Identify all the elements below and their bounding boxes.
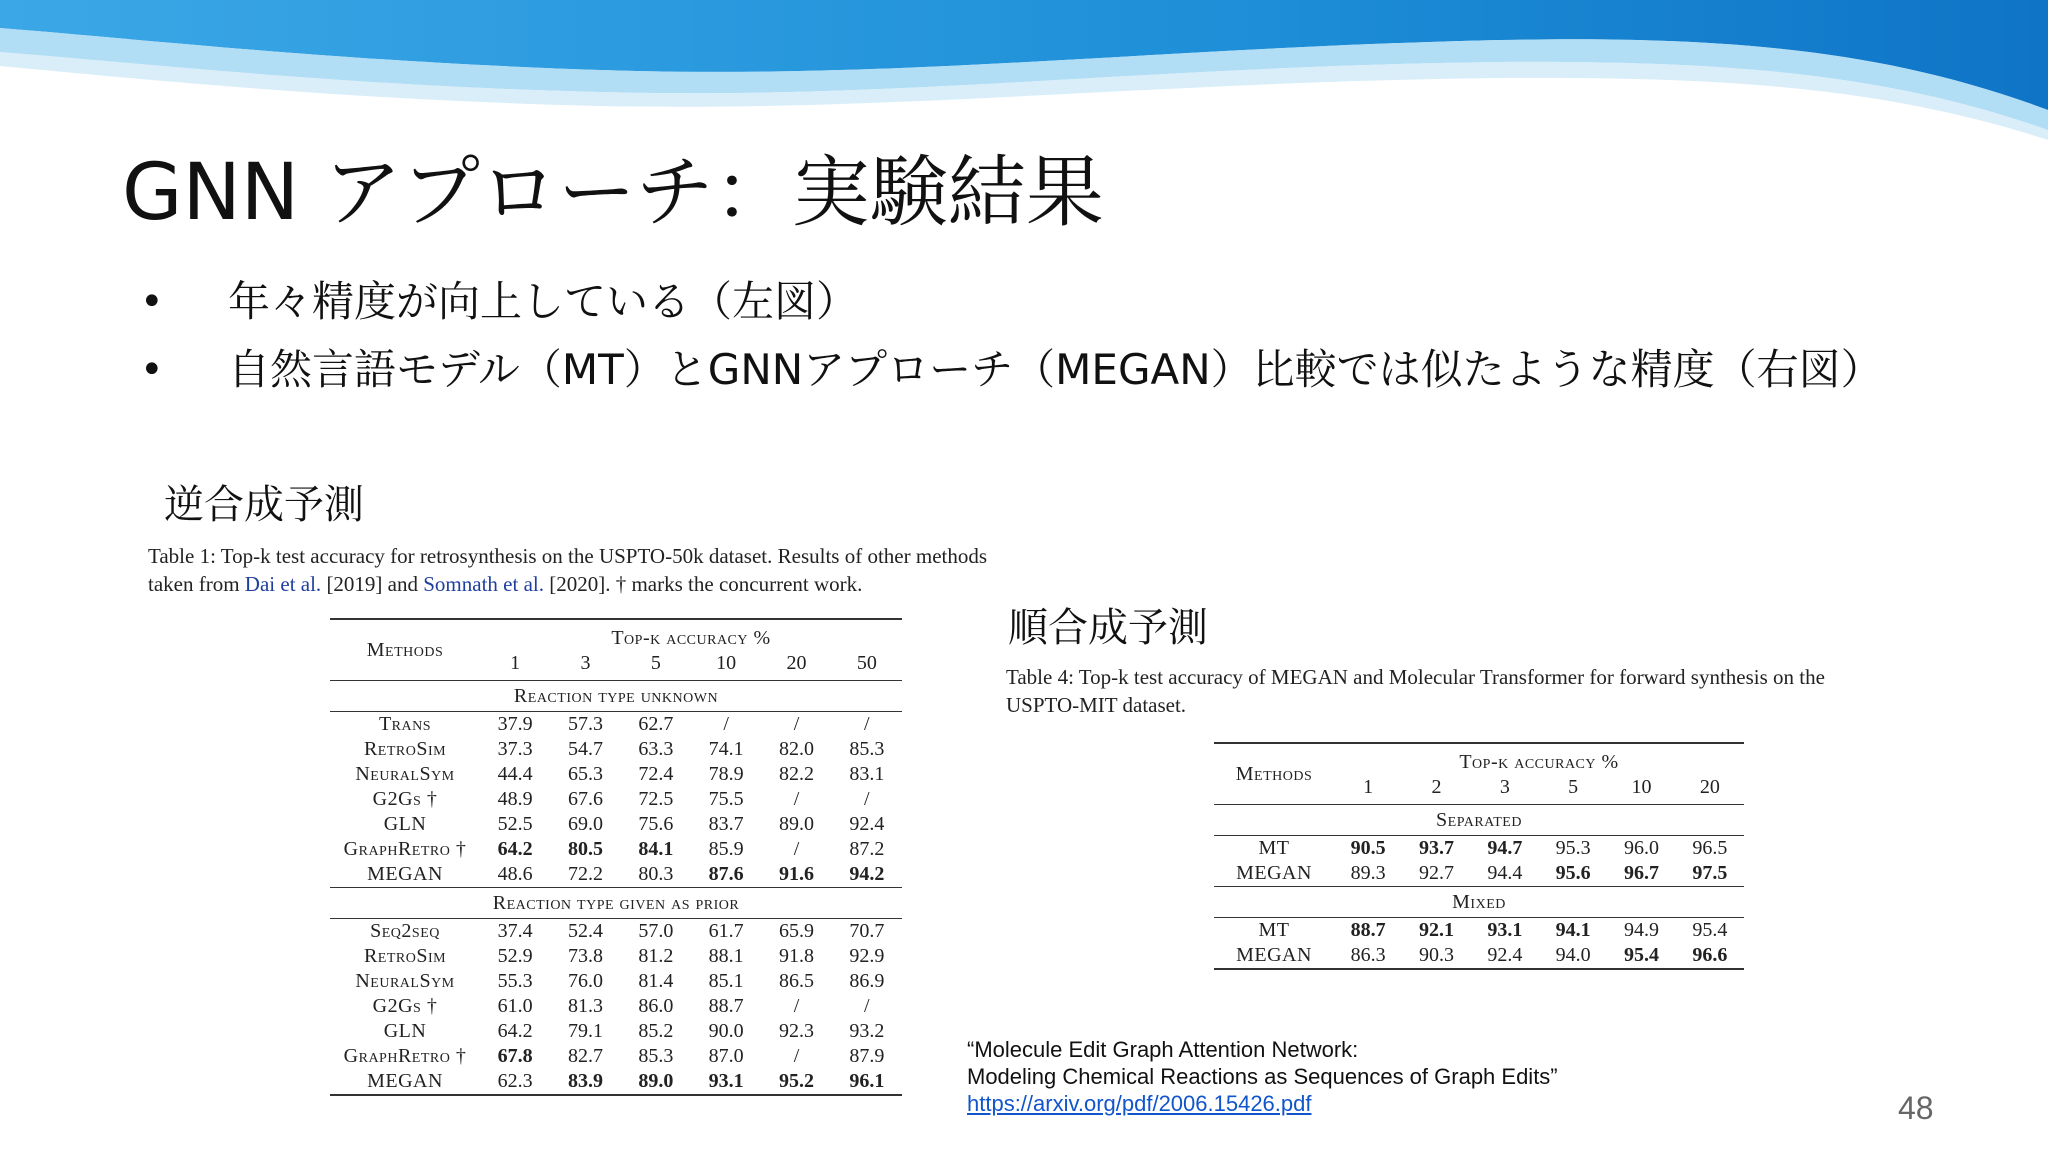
accuracy-cell: 65.9 [761,919,831,945]
table-row [330,1044,902,1069]
accuracy-cell: 94.7 [1471,836,1539,862]
accuracy-cell: 52.9 [497,945,533,967]
k-value-header: 5 [650,652,661,674]
accuracy-cell: / [864,995,870,1017]
bullet-text: 自然言語モデル（MT）とGNNアプローチ（MEGAN）比較では似たような精度（右図） [228,345,1883,394]
slide-title: GNN アプローチ：実験結果 [122,148,1104,238]
accuracy-cell: 88.7 [708,995,744,1017]
group-header-row [1214,805,1744,836]
accuracy-cell: 97.5 [1692,862,1728,884]
table-row [330,1019,902,1044]
accuracy-cell: 82.2 [778,763,814,785]
accuracy-cell: 37.9 [480,712,550,738]
table-header-row [1214,743,1744,775]
k-value-header: 20 [786,652,807,674]
accuracy-cell: 95.4 [1607,943,1675,969]
method-name-cell: RetroSim [363,945,447,967]
accuracy-cell: 92.7 [1418,862,1454,884]
accuracy-cell: 92.4 [849,813,885,835]
forward-synthesis-results-table [1214,742,1744,970]
accuracy-cell: 81.2 [638,945,674,967]
header-wave-decoration [0,0,2048,150]
accuracy-cell: 67.6 [567,788,603,810]
accuracy-cell: / [761,712,831,738]
accuracy-cell: 61.7 [691,919,761,945]
table1-caption-line1: Table 1: Top-k test accuracy for retrosynthesis on the USPTO-50k dataset. Results of other methods [148,544,988,568]
k-value-header: 1 [1363,776,1374,798]
table-row [1214,918,1744,944]
group-label: Mixed [1214,887,1744,918]
accuracy-cell: 82.0 [778,738,814,760]
accuracy-cell: 93.2 [849,1020,885,1042]
accuracy-cell: / [793,788,800,810]
accuracy-cell: 88.1 [708,945,744,967]
group-label: Reaction type unknown [330,681,902,712]
accuracy-cell: 93.7 [1402,836,1470,862]
accuracy-cell: 85.9 [708,838,744,860]
caption-text: [2019] and [321,572,424,596]
accuracy-cell: 76.0 [567,970,603,992]
k-value-header: 10 [1631,776,1652,798]
accuracy-cell: 85.2 [638,1020,674,1042]
accuracy-cell: 70.7 [832,919,902,945]
accuracy-cell: 64.2 [497,1020,533,1042]
method-name-cell: MT [1214,918,1334,944]
k-value-header: 20 [1699,776,1720,798]
table-row [330,837,902,862]
accuracy-cell: / [864,788,870,810]
table4-caption [1006,663,1966,719]
accuracy-cell: 74.1 [708,738,744,760]
paper-url-link[interactable]: https://arxiv.org/pdf/2006.15426.pdf [967,1091,1312,1116]
caption-text: taken from [148,572,245,596]
method-name-cell: NeuralSym [355,970,455,992]
accuracy-cell: 95.3 [1539,836,1607,862]
accuracy-cell: 89.3 [1350,862,1386,884]
accuracy-cell: 75.5 [708,788,744,810]
retrosynthesis-label: 逆合成予測 [164,482,364,528]
accuracy-cell: 96.1 [832,1069,902,1095]
page-number: 48 [1898,1090,1934,1126]
table4-caption-line2: USPTO-MIT dataset. [1006,693,1187,717]
group-header-row [1214,887,1744,918]
table-row [330,969,902,994]
accuracy-cell: 86.5 [778,970,814,992]
accuracy-cell: 90.0 [708,1020,744,1042]
accuracy-cell: 93.1 [691,1069,761,1095]
accuracy-cell: 85.1 [708,970,744,992]
accuracy-cell: 81.3 [567,995,603,1017]
accuracy-cell: / [793,838,800,860]
bullet-item [140,336,2040,404]
reference-title-line1: “Molecule Edit Graph Attention Network: [967,1037,1359,1062]
accuracy-cell: / [691,712,761,738]
topk-accuracy-header: Top-k accuracy % [1334,743,1744,775]
bullet-dot-icon: • [140,279,164,325]
accuracy-cell: 52.4 [550,919,620,945]
accuracy-cell: 90.5 [1334,836,1402,862]
methods-header: Methods [1214,743,1334,805]
method-name-cell: MT [1214,836,1334,862]
accuracy-cell: 95.2 [761,1069,831,1095]
table-row [330,787,902,812]
bullet-item [140,268,2040,336]
accuracy-cell: 54.7 [567,738,603,760]
group-label: Reaction type given as prior [330,888,902,919]
k-value-header: 1 [510,652,521,674]
accuracy-cell: 91.6 [778,863,814,885]
accuracy-cell: 62.7 [621,712,691,738]
table-row [330,919,902,945]
accuracy-cell: 88.7 [1334,918,1402,944]
bullet-dot-icon: • [140,347,164,393]
accuracy-cell: 87.2 [849,838,885,860]
k-value-header: 3 [1499,776,1510,798]
accuracy-cell: 95.4 [1676,918,1744,944]
bullet-list [140,268,2040,404]
accuracy-cell: 96.7 [1623,862,1659,884]
accuracy-cell: 72.5 [638,788,674,810]
k-value-header: 2 [1431,776,1442,798]
table-row [1214,836,1744,862]
table-row [330,862,902,888]
table-row [330,737,902,762]
k-value-header: 5 [1568,776,1579,798]
table-row [330,762,902,787]
accuracy-cell: 92.4 [1471,943,1539,969]
accuracy-cell: 89.0 [621,1069,691,1095]
accuracy-cell: 86.9 [849,970,885,992]
accuracy-cell: 63.3 [638,738,674,760]
accuracy-cell: 85.3 [638,1045,674,1067]
accuracy-cell: / [832,712,902,738]
k-value-header: 10 [716,652,737,674]
group-header-row [330,888,902,919]
accuracy-cell: 89.0 [778,813,814,835]
accuracy-cell: 87.0 [708,1045,744,1067]
method-name-cell: GLN [383,813,427,835]
accuracy-cell: 81.4 [638,970,674,992]
method-name-cell: MEGAN [1236,862,1312,884]
method-name-cell: Seq2seq [330,919,480,945]
citation-link-dai[interactable]: Dai et al. [244,572,322,596]
accuracy-cell: 61.0 [497,995,533,1017]
table-row [330,712,902,738]
accuracy-cell: / [793,1045,800,1067]
accuracy-cell: 86.3 [1334,943,1402,969]
table1-caption-line2 [148,570,1108,598]
accuracy-cell: 67.8 [497,1045,533,1067]
accuracy-cell: 37.3 [497,738,533,760]
forward-synthesis-label: 順合成予測 [1008,605,1208,651]
accuracy-cell: 96.6 [1676,943,1744,969]
accuracy-cell: 82.7 [567,1045,603,1067]
method-name-cell: NeuralSym [355,763,455,785]
citation-link-somnath[interactable]: Somnath et al. [423,572,544,596]
accuracy-cell: 57.3 [550,712,620,738]
accuracy-cell: 62.3 [480,1069,550,1095]
accuracy-cell: 75.6 [638,813,674,835]
accuracy-cell: 94.2 [849,863,885,885]
accuracy-cell: 69.0 [567,813,603,835]
group-header-row [330,681,902,712]
bullet-text: 年々精度が向上している（左図） [228,277,859,326]
method-name-cell: G2Gs † [372,788,438,810]
table1-caption [148,542,1108,598]
method-name-cell: GraphRetro † [343,838,467,860]
accuracy-cell: 94.4 [1487,862,1523,884]
method-name-cell: RetroSim [363,738,447,760]
accuracy-cell: 73.8 [567,945,603,967]
method-name-cell: GraphRetro † [343,1045,467,1067]
k-value-header: 50 [856,652,877,674]
accuracy-cell: 96.5 [1676,836,1744,862]
accuracy-cell: 91.8 [778,945,814,967]
table-row [1214,861,1744,887]
paper-reference [967,1036,1558,1117]
accuracy-cell: 92.9 [849,945,885,967]
method-name-cell: Trans [330,712,480,738]
table-row [330,812,902,837]
accuracy-cell: 94.1 [1539,918,1607,944]
accuracy-cell: 85.3 [849,738,885,760]
method-name-cell: MEGAN [367,863,443,885]
accuracy-cell: 48.6 [497,863,533,885]
method-name-cell: GLN [383,1020,427,1042]
accuracy-cell: 83.7 [708,813,744,835]
table-row [1214,943,1744,969]
accuracy-cell: 84.1 [638,838,674,860]
accuracy-cell: 83.9 [550,1069,620,1095]
table-row [330,944,902,969]
accuracy-cell: 92.3 [778,1020,814,1042]
accuracy-cell: 48.9 [497,788,533,810]
accuracy-cell: 37.4 [480,919,550,945]
accuracy-cell: 94.0 [1539,943,1607,969]
accuracy-cell: 86.0 [638,995,674,1017]
accuracy-cell: 95.6 [1555,862,1591,884]
accuracy-cell: 65.3 [567,763,603,785]
accuracy-cell: / [793,995,800,1017]
accuracy-cell: 55.3 [497,970,533,992]
method-name-cell: MEGAN [330,1069,480,1095]
table-header-row [330,619,902,651]
topk-accuracy-header: Top-k accuracy % [480,619,902,651]
accuracy-cell: 94.9 [1607,918,1675,944]
method-name-cell: G2Gs † [372,995,438,1017]
accuracy-cell: 90.3 [1402,943,1470,969]
accuracy-cell: 44.4 [497,763,533,785]
reference-title-line2: Modeling Chemical Reactions as Sequences of Graph Edits” [967,1064,1558,1089]
table4-caption-line1: Table 4: Top-k test accuracy of MEGAN and Molecular Transformer for forward synthesis on the [1006,665,1825,689]
k-value-header: 3 [580,652,591,674]
table-row [330,994,902,1019]
accuracy-cell: 87.6 [708,863,744,885]
retrosynthesis-results-table [330,618,902,1096]
accuracy-cell: 57.0 [621,919,691,945]
accuracy-cell: 78.9 [708,763,744,785]
method-name-cell: MEGAN [1214,943,1334,969]
accuracy-cell: 72.2 [567,863,603,885]
accuracy-cell: 92.1 [1402,918,1470,944]
table-row [330,1069,902,1095]
accuracy-cell: 64.2 [497,838,533,860]
accuracy-cell: 80.3 [638,863,674,885]
accuracy-cell: 83.1 [849,763,885,785]
accuracy-cell: 72.4 [638,763,674,785]
accuracy-cell: 79.1 [567,1020,603,1042]
accuracy-cell: 93.1 [1471,918,1539,944]
accuracy-cell: 80.5 [567,838,603,860]
accuracy-cell: 96.0 [1607,836,1675,862]
methods-header: Methods [330,619,480,681]
caption-text: [2020]. † marks the concurrent work. [543,572,863,596]
accuracy-cell: 87.9 [849,1045,885,1067]
group-label: Separated [1214,805,1744,836]
accuracy-cell: 52.5 [497,813,533,835]
